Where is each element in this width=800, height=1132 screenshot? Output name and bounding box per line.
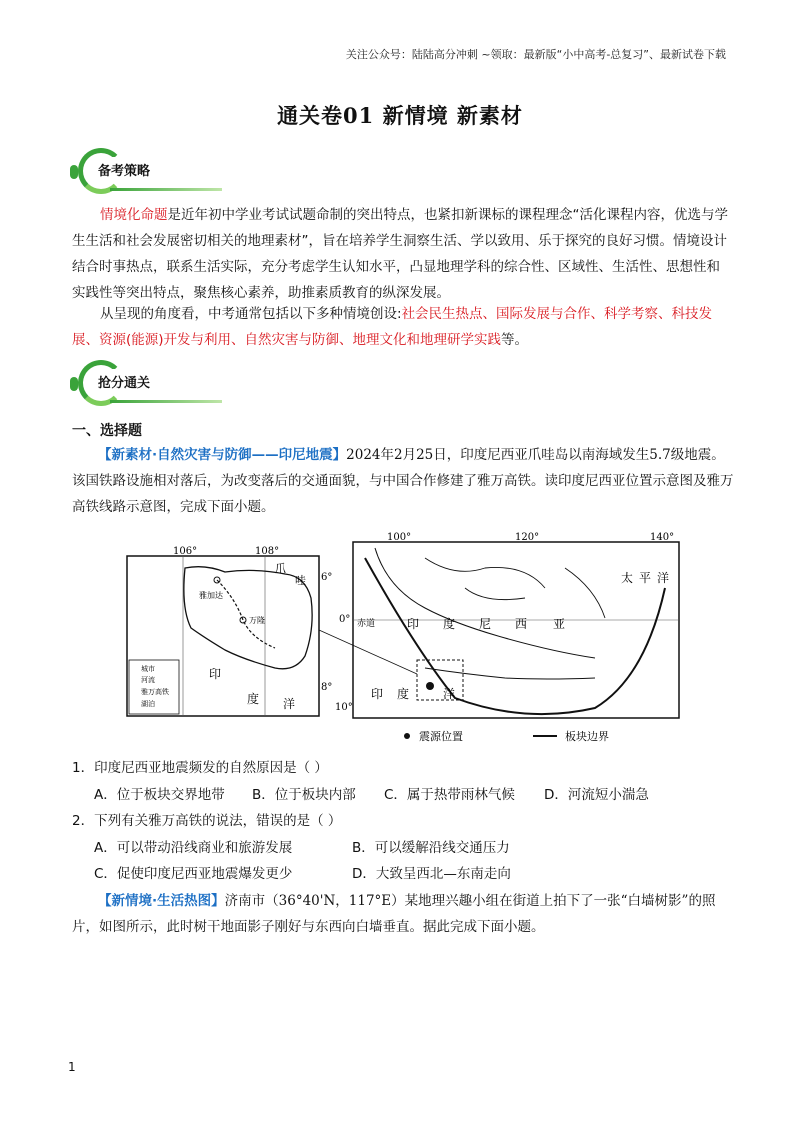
indonesia-map-figure: [125, 528, 685, 748]
lat-label: 0°: [339, 614, 351, 625]
legend-item: 板块边界: [565, 730, 609, 743]
lon-label: 106°: [173, 546, 198, 557]
q2-option-d[interactable]: D．大致呈西北—东南走向: [352, 866, 511, 882]
place-label: 印: [407, 617, 420, 631]
strategy-paragraph-1: [72, 202, 732, 306]
place-label: 度: [397, 687, 410, 701]
q1-option-b[interactable]: B．位于板块内部: [252, 787, 356, 803]
lon-label: 108°: [255, 546, 280, 557]
legend-item: 雅万高铁: [141, 688, 169, 696]
place-label: 平: [639, 571, 652, 585]
place-label: 洋: [283, 697, 296, 711]
left-inset-map: [127, 546, 332, 716]
section-label: 抢分通关: [92, 369, 156, 394]
question-intro-1: [72, 442, 734, 520]
legend-item: 湖泊: [141, 700, 155, 708]
legend-item: 震源位置: [419, 730, 463, 743]
strategy-paragraph-2: [72, 301, 732, 353]
heading-dot-icon: [70, 165, 78, 179]
place-label: 洋: [657, 571, 670, 585]
lat-label: 10°: [335, 702, 353, 713]
place-label: 洋: [443, 687, 456, 701]
epicenter-icon: [426, 682, 434, 690]
paragraph-lead: 从呈现的角度看，中考通常包括以下多种情境创设:: [100, 306, 402, 322]
epicenter-icon: [404, 733, 410, 739]
question-1-stem: 1．印度尼西亚地震频发的自然原因是（ ）: [72, 760, 328, 776]
place-label: 印: [209, 667, 222, 681]
page-title: 通关卷01 新情境 新素材: [277, 103, 523, 128]
q1-option-d[interactable]: D．河流短小湍急: [544, 787, 649, 803]
heading-underline: [110, 400, 222, 403]
lon-label: 100°: [387, 532, 412, 543]
bottom-legend: [404, 729, 609, 743]
header-note: 关注公众号：陆陆高分冲刺 ~领取：最新版“小中高考-总复习”、最新试卷下载: [345, 48, 726, 61]
lat-label: 6°: [321, 572, 333, 583]
q1-option-a[interactable]: A．位于板块交界地带: [94, 787, 225, 803]
place-label: 度: [247, 692, 260, 706]
section-label: 备考策略: [92, 157, 156, 182]
question-section-title: 一、选择题: [72, 423, 142, 439]
question-2-stem: 2．下列有关雅万高铁的说法，错误的是（ ）: [72, 813, 342, 829]
page-number: 1: [68, 1060, 76, 1074]
legend-item: 城市: [141, 665, 155, 673]
highlight-term: 情境化命题: [100, 207, 168, 223]
scenario-list: 社会民生热点、国际发展与合作、科学考察、科技发展、资源(能源)开发与利用、自然灾害与防御、地理文化和地理研学实践: [72, 306, 713, 348]
place-label: 万隆: [249, 616, 265, 625]
right-region-map: [319, 532, 679, 718]
section-heading-practice: [70, 360, 200, 406]
place-label: 哇: [295, 574, 306, 587]
section-heading-strategy: [70, 148, 200, 194]
place-label: 太: [621, 571, 634, 585]
intro-text: 2024年2月25日，印度尼西亚爪哇岛以南海域发生5.7级地震。该国铁路设施相对落后，为改变落后的交通面貌，与中国合作修建了雅万高铁。读印度尼西亚位置示意图及雅万高铁线路示意图，完成下面小题。: [72, 447, 734, 515]
place-label: 爪: [275, 562, 286, 575]
paragraph-tail: 等。: [501, 332, 529, 348]
place-label: 度: [443, 617, 456, 631]
q2-option-a[interactable]: A．可以带动沿线商业和旅游发展: [94, 840, 293, 856]
paragraph-text: 是近年初中学业考试试题命制的突出特点，也紧扣新课标的课程理念“活化课程内容，优选与学生生活和社会发展密切相关的地理素材”，旨在培养学生洞察生活、学以致用、乐于探究的良好习惯。情境设计结合时事热点，联系生活实际，充分考虑学生认知水平，凸显地理学科的综合性、区域性、生活性、思想性和实践性等突出特点，聚焦核心素养，助推素质教育的纵深发展。: [72, 207, 728, 301]
place-label: 西: [515, 617, 528, 631]
place-label: 亚: [553, 617, 566, 631]
lat-label: 8°: [321, 682, 333, 693]
lon-label: 120°: [515, 532, 540, 543]
place-label: 雅加达: [199, 591, 223, 600]
place-label: 尼: [479, 617, 492, 631]
intro-tag: 【新素材·自然灾害与防御——印尼地震】: [98, 447, 347, 463]
heading-dot-icon: [70, 377, 78, 391]
place-label: 印: [371, 687, 384, 701]
q2-option-c[interactable]: C．促使印度尼西亚地震爆发更少: [94, 866, 293, 882]
intro-tag: 【新情境·生活热图】: [98, 893, 225, 909]
question-intro-2: [72, 888, 734, 940]
heading-underline: [110, 188, 222, 191]
legend-item: 河流: [141, 676, 155, 684]
q1-option-c[interactable]: C．属于热带雨林气候: [384, 787, 515, 803]
intro-text: 济南市（36°40'N，117°E）某地理兴趣小组在街道上拍下了一张“白墙树影”的照片，如图所示，此时树干地面影子刚好与东西向白墙垂直。据此完成下面小题。: [72, 893, 716, 935]
place-label: 赤道: [357, 619, 376, 629]
lon-label: 140°: [650, 532, 675, 543]
q2-option-b[interactable]: B．可以缓解沿线交通压力: [352, 840, 510, 856]
